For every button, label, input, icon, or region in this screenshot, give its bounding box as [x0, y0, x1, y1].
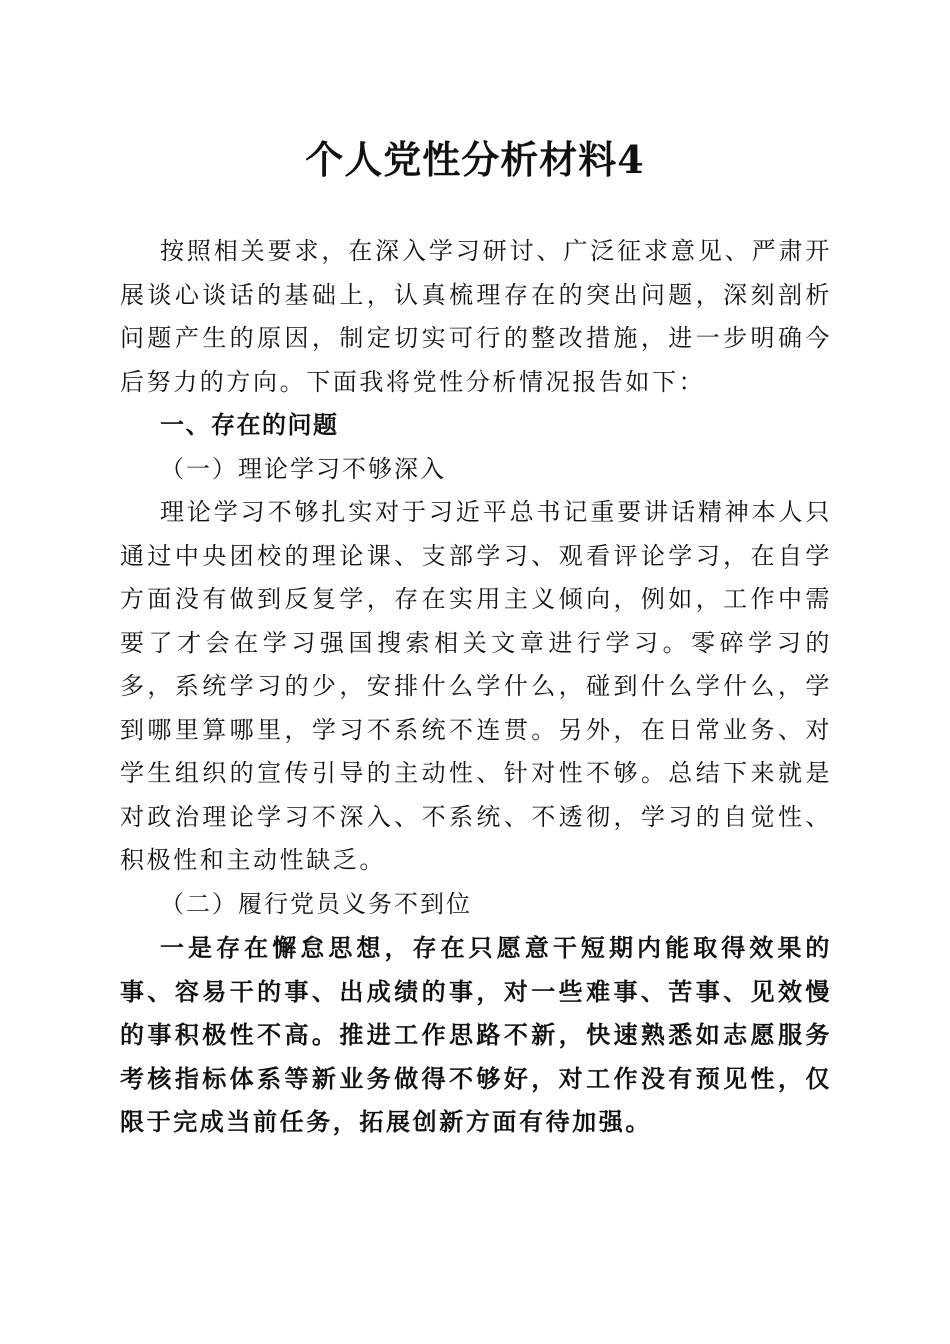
subsection-heading-text: （二）履行党员义务不到位 [160, 889, 472, 918]
subsection-heading-theory-study [120, 448, 832, 492]
document-title: 个人党性分析材料4 [305, 137, 645, 182]
party-duty-paragraph: 一是存在懈怠思想，存在只愿意干短期内能取得效果的事、容易干的事、出成绩的事，对一些难事、苦事、见效慢的事积极性不高。推进工作思路不新，快速熟悉如志愿服务考核指标体系等新业务做得不够好，对工作没有预见性，仅限于完成当前任务，拓展创新方面有待加强。 [120, 933, 832, 1136]
document-body [120, 230, 832, 1144]
subsection-heading-party-duty [120, 883, 832, 927]
theory-study-paragraph: 理论学习不够扎实对于习近平总书记重要讲话精神本人只通过中央团校的理论课、支部学习、观看评论学习，在自学方面没有做到反复学，存在实用主义倾向，例如，工作中需要了才会在学习强国搜索相关文章进行学习。零碎学习的多，系统学习的少，安排什么学什么，碰到什么学什么，学到哪里算哪里，学习不系统不连贯。另外，在日常业务、对学生组织的宣传引导的主动性、针对性不够。总结下来就是对政治理论学习不深入、不系统、不透彻，学习的自觉性、积极性和主动性缺乏。 [120, 498, 832, 874]
intro-paragraph: 按照相关要求，在深入学习研讨、广泛征求意见、严肃开展谈心谈话的基础上，认真梳理存在的突出问题，深刻剖析问题产生的原因，制定切实可行的整改措施，进一步明确今后努力的方向。下面我将党性分析情况报告如下： [120, 237, 832, 396]
section-heading-problems: 一、存在的问题 [160, 411, 339, 439]
subsection-heading-text: （一）理论学习不够深入 [160, 454, 446, 483]
